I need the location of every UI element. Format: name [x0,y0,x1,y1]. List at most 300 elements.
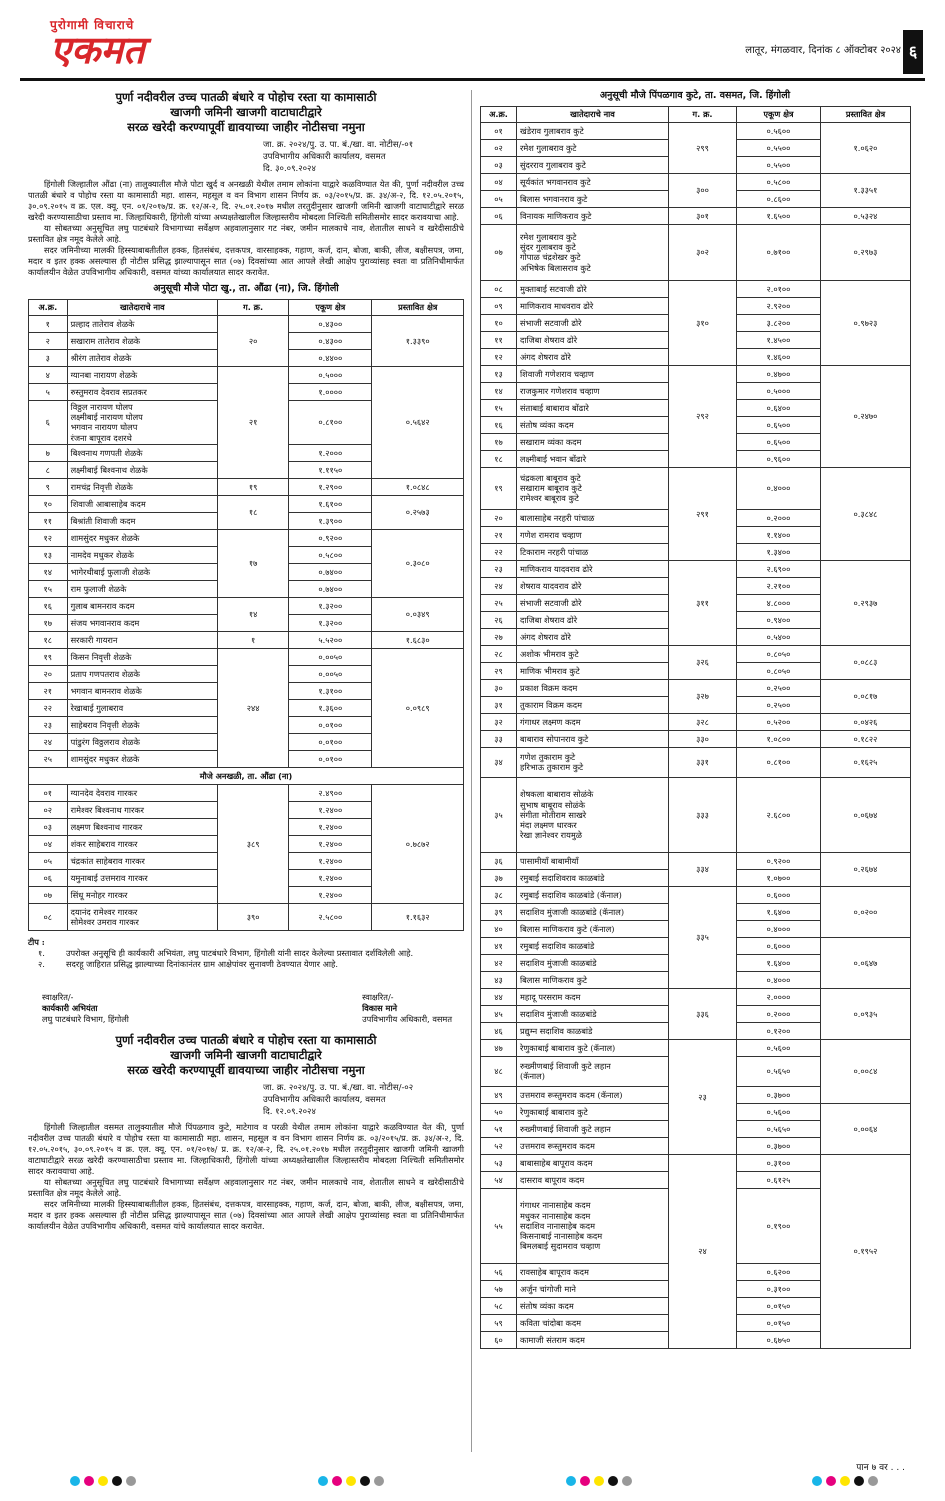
owner-name-cell: रेणुकाबाई बाबाराव कुटे [517,1103,669,1120]
owner-name-cell: बालासाहेब नरहरी पांचाळ [517,509,669,526]
proposed-area-cell: ०.३८४८ [821,467,911,560]
notice1-paragraph: हिंगोली जिल्हातील औंढा (ना) तालुक्यातील मौजे पोटा खुर्द व अनखळी येथील तमाम लोकांना याद्वारे कळविण्यात येत की, पुर्णा नदीवरील उच्च पातळी बंधारे व पोहोच रस्ता या कामासाठी महा. शासन, महसूल व वन विभाग शासन निर्णय क्र. ०३/२०१५/प्र. क्र. ३४/अ-२, दि. १२.०५.२०१५, ३०.०९.२०१५ व क्र. एल. क्यू. एन. ०१/२०१७/प्र. क्र. १२/अ-२, दि. २५.०१.२०१७ मधील तरतुदीनुसार खाजगी जमिनी खाजगी वाटाघाटीद्वारे सरळ खरेदी करण्यासाठीचा प्रस्ताव मा. जिल्हाधिकारी, हिंगोली यांच्या अध्यक्षतेखालील जिल्हास्तरीय मोबदला निश्चिती समितीसमोर सादर करावयाचा आहे. [28,179,464,222]
serial-cell: १० [29,495,68,512]
gat-number-cell: ३११ [669,560,737,645]
serial-cell: १४ [481,382,517,399]
signature-status: स्वाक्षरित/- [362,991,394,1002]
dateline: लातूर, मंगळवार, दिनांक ८ ऑक्टोबर २०२४ [745,45,901,56]
owner-name-cell: किसन निवृत्ती शेळके [67,648,217,665]
table-row [481,207,911,224]
gat-number-cell: २४४ [218,648,289,767]
serial-cell: २५ [481,594,517,611]
owner-name-cell: गुलाब बामनराव कदम [67,597,217,614]
owner-name-cell: संतोष व्यंका कदम [517,416,669,433]
registration-dot-icon [868,1476,878,1486]
owner-name-cell: शेषराव यादवराव ढोरे [517,577,669,594]
total-area-cell: १.२४०० [289,818,372,835]
total-area-cell: ०.६४०० [737,399,821,416]
owner-name-cell: माणिक भीमराव कुटे [517,662,669,679]
total-area-cell: ०.५५०० [737,156,821,173]
owner-name-cell: भगवान बामनराव शेळके [67,682,217,699]
total-area-cell: २.४९०० [289,784,372,801]
owner-name-cell: रुस्तुमराव देवराव सप्रतकर [67,383,217,400]
gat-number-cell: १ [218,631,289,648]
total-area-cell: १.१४०० [737,526,821,543]
notice1-notes [28,937,464,970]
owner-name-cell: पासामीयाँ बाबामीयाँ [517,852,669,869]
serial-cell: ९ [29,478,68,495]
serial-cell: २१ [29,682,68,699]
owner-name-cell: संभाजी सटवाजी ढोरे [517,594,669,611]
serial-cell: ०४ [29,835,68,852]
total-area-cell: ०.५५०० [737,139,821,156]
total-area-cell: १.६४०० [737,954,821,971]
total-area-cell: १.३२०० [289,614,372,631]
proposed-area-cell: ०.२९३७ [821,560,911,645]
proposed-area-cell: ०.७८७२ [372,784,464,903]
gat-number-cell: ३३६ [669,988,737,1039]
total-area-cell: ०.००५० [289,648,372,665]
notice1-ref-line: जा. क्र. २०२४/पु. उ. पा. बं./खा. वा. नोटीस/-०१ [263,140,414,150]
serial-cell: २४ [481,577,517,594]
serial-cell: ०१ [481,122,517,139]
gat-number-cell: ३०० [669,173,737,207]
schedule1-body [29,315,464,930]
owner-name-cell: बिलास माणिकराव कुटे (कॅनाल) [517,920,669,937]
owner-name-cell: उत्तमराव रूस्तुमराव कदम (कॅनाल) [517,1086,669,1103]
total-area-cell: १.०००० [289,383,372,400]
serial-cell: १६ [29,597,68,614]
serial-cell: २६ [481,611,517,628]
table-row [481,173,911,190]
serial-cell: २२ [481,543,517,560]
page-number-badge: ६ [903,30,923,74]
total-area-cell: ०.०१०० [289,733,372,750]
signature-office: उपविभागीय अधिकारी, वसमत [362,1013,452,1024]
total-area-cell: ०.२५०० [737,679,821,696]
proposed-area-cell: ०.०४२६ [821,713,911,730]
notice1-paragraph: या सोबतच्या अनुसूचित लघु पाटबंधारे विभागाच्या सर्वेक्षण अहवालानुसार गट नंबर, जमीन मालकाचे नाव, शेतातील साधने व खरेदीसाठीचे प्रस्तावित क्षेत्र नमूद केलेले आहे. [28,223,464,244]
notice1-paragraph: सदर जमिनीच्या मालकी हिस्स्याबाबतीतील हक्क, हितसंबंध, दत्तकपत्र, वारसाहक्क, गहाण, कर्ज, दान, बोजा, बाकी, लीज, बक्षीसपत्र, जमा, मदार व इतर हक्क असल्यास ही नोटीस प्रसिद्ध झाल्यापासून सात (०७) दिवसांच्या आत आपले लेखी आक्षेप पुराव्यांसह स्वतः वा प्रतिनिधीमार्फत कार्यालयीन वेळेत उपविभागीय अधिकारी, वसमत यांच्या कार्यालयात सादर करावेत. [28,245,464,277]
owner-name-cell: सखाराम व्यंका कदम [517,433,669,450]
serial-cell: २९ [481,662,517,679]
owner-name-cell: सदाशिव मुंजाजी काळबांडे [517,1005,669,1022]
owner-name-cell: बिश्वनाथ गणपती शेळके [67,444,217,461]
serial-cell: ४२ [481,954,517,971]
owner-name-cell: चंद्रकला बाबूराव कुटे सखाराम बाबूराव कुटे रामेश्वर बाबूराव कुटे [517,467,669,509]
owner-name-cell: उत्तमराव रूस्तुमराव कदम [517,1137,669,1154]
serial-cell: १४ [29,563,68,580]
signature-status: स्वाक्षरित/- [42,991,74,1002]
owner-name-cell: सदाशिव मुंजाजी काळबांडे (कॅनाल) [517,903,669,920]
owner-name-cell: शंकर साहेबराव गारकर [67,835,217,852]
serial-cell: ४३ [481,971,517,988]
schedule1-table [28,299,464,931]
gat-number-cell: ३०२ [669,224,737,280]
owner-name-cell: खंडेराव गुलाबराव कुटे [517,122,669,139]
signature-right [362,992,452,1025]
total-area-cell: ०.६२०० [737,1263,821,1280]
owner-name-cell: प्रल्हाद तातेराव शेळके [67,315,217,332]
owner-name-cell: अंगद शेषराव ढोरे [517,348,669,365]
total-area-cell: ०.१९०० [737,1188,821,1263]
proposed-area-cell: ०.०२०० [821,886,911,937]
total-area-cell: ०.९२०० [737,852,821,869]
total-area-cell: १.२४०० [289,835,372,852]
total-area-cell: २.२१०० [737,577,821,594]
registration-dot-icon [346,1476,356,1486]
gat-number-cell: ३१० [669,280,737,365]
note-number: १. [38,947,45,958]
serial-cell: २० [29,665,68,682]
proposed-area-cell: १.०६२० [821,122,911,173]
total-area-cell: २.६८०० [737,777,821,852]
total-area-cell: ०.६००० [737,937,821,954]
proposed-area-cell: ०.००८४ [821,1039,911,1103]
owner-name-cell: अंगद शेषराव ढोरे [517,628,669,645]
gat-number-cell: १९ [218,478,289,495]
total-area-cell: ०.३७०० [737,1137,821,1154]
owner-name-cell: रामेश्वर बिश्वनाथ गारकर [67,801,217,818]
serial-cell: ०८ [29,903,68,930]
serial-cell: २४ [29,733,68,750]
gat-number-cell: २१ [218,366,289,478]
owner-name-cell: माणिकराव यादवराव ढोरे [517,560,669,577]
registration-dot-icon [840,1476,850,1486]
table-row [481,713,911,730]
proposed-area-cell: ०.१६२५ [821,747,911,777]
total-area-cell: १.३९०० [289,512,372,529]
serial-cell: २७ [481,628,517,645]
serial-cell: ३३ [481,730,517,747]
owner-name-cell: विठ्ठल नारायण घोलप लक्ष्मीबाई नारायण घोलप भगवान नारायण घोलप रंजना बापूराव दशरथे [67,400,217,444]
total-area-cell: ०.५६०० [737,122,821,139]
gat-number-cell: १७ [218,529,289,597]
total-area-cell: ०.४००० [737,920,821,937]
gat-number-cell: ३३५ [669,886,737,988]
serial-cell: ५४ [481,1171,517,1188]
serial-cell: ८ [29,461,68,478]
total-area-cell: १.२४०० [289,869,372,886]
total-area-cell: २.५८०० [289,903,372,930]
owner-name-cell: रामचंद्र निवृत्ती शेळके [67,478,217,495]
logo-tagline: पुरोगामी विचाराचे [50,18,135,32]
owner-name-cell: दाजिबा शेषराव ढोरे [517,611,669,628]
registration-dot-icon [332,1476,342,1486]
continued-note: पान ७ वर . . . [856,1463,905,1473]
total-area-cell: ०.९२०० [289,529,372,546]
owner-name-cell: सखाराम तातेराव शेळके [67,332,217,349]
serial-cell: १ [29,315,68,332]
total-area-cell: ०.९४०० [737,611,821,628]
serial-cell: ३५ [481,777,517,852]
serial-cell: ४९ [481,1086,517,1103]
table-row [481,467,911,509]
notice2-paragraph: या सोबतच्या अनुसूचित लघु पाटबंधारे विभागाच्या सर्वेक्षण अहवालानुसार गट नंबर, जमीन मालकाचे नाव, शेतातील साधने व खरेदीसाठीचे प्रस्तावित क्षेत्र नमूद केलेले आहे. [28,1176,464,1198]
table-row [29,597,464,614]
gat-number-cell: ३२६ [669,645,737,679]
total-area-cell: ०.३१०० [737,1154,821,1171]
col-header-gat: ग. क्र. [669,106,737,122]
serial-cell: १५ [481,399,517,416]
total-area-cell: १.०७०० [737,869,821,886]
owner-name-cell: बाबाराव सोपानराव कुटे [517,730,669,747]
gat-number-cell: २९९ [669,122,737,173]
owner-name-cell: शामसुंदर मधुकर शेळके [67,750,217,767]
proposed-area-cell: १.६८३० [372,631,464,648]
total-area-cell: ०.५८०० [289,546,372,563]
owner-name-cell: मुक्ताबाई सटवाजी ढोरे [517,280,669,297]
notice2-paragraph: सदर जमिनीच्या मालकी हिस्स्याबाबतीतील हक्क, हितसंबंध, दत्तकपत्र, वारसाहक्क, गहाण, कर्ज, दान, बोजा, बाकी, लीज, बक्षीसपत्र, जमा, मदार व इतर हक्क असल्यास ही नोटीस प्रसिद्ध झाल्यापासून सात (०७) दिवसांच्या आत आपले लेखी आक्षेप पुराव्यांसह स्वतः वा प्रतिनिधीमार्फत कार्यालयीन वेळेत उपविभागीय अधिकारी, वसमत यांचे कार्यालयात सादर करावेत. [28,1198,464,1231]
total-area-cell: १.३६०० [289,699,372,716]
total-area-cell: १.४५०० [737,331,821,348]
serial-cell: २३ [29,716,68,733]
total-area-cell: ०.०१०० [289,716,372,733]
serial-cell: ३६ [481,852,517,869]
serial-cell: ३० [481,679,517,696]
table-row [29,478,464,495]
serial-cell: ३७ [481,869,517,886]
gat-number-cell: २३ [669,1039,737,1154]
total-area-cell: ०.९६०० [737,450,821,467]
serial-cell: ०६ [29,869,68,886]
gat-number-cell: २९२ [669,365,737,467]
proposed-area-cell: ०.०३४९ [372,597,464,631]
gat-number-cell: १८ [218,495,289,529]
schedule2-table [480,106,911,1349]
proposed-area-cell: ०.२९७३ [821,224,911,280]
total-area-cell: १.३४०० [737,543,821,560]
owner-name-cell: भागेरथीबाई फुलाजी शेळके [67,563,217,580]
owner-name-cell: बिलास माणिकराव कुटे [517,971,669,988]
serial-cell: ३८ [481,886,517,903]
col-header-name: खातेदाराचे नाव [67,299,217,315]
notice1-reference [263,139,464,175]
serial-cell: १२ [29,529,68,546]
right-column [480,90,910,1349]
total-area-cell: ०.५६५० [737,1120,821,1137]
table-row [29,903,464,930]
serial-cell: ६० [481,1331,517,1348]
registration-dot-icon [318,1476,328,1486]
total-area-cell: ०.५८०० [737,173,821,190]
owner-name-cell: दासराव बापूराव कदम [517,1171,669,1188]
notice1-title-line: खाजगी जमिनी खाजगी वाटाघाटीद्वारे [170,105,322,119]
serial-cell: ४१ [481,937,517,954]
total-area-cell: ०.६००० [737,886,821,903]
gat-number-cell: ३२८ [669,713,737,730]
owner-name-cell: गणेश रामराव चव्हाण [517,526,669,543]
col-header-proposed-area: प्रस्तावित क्षेत्र [821,106,911,122]
total-area-cell: १.२४०० [289,886,372,903]
notice1-ref-line: उपविभागीय अधिकारी कार्यालय, वसमत [263,152,386,162]
schedule1-header-row [29,299,464,315]
total-area-cell: १.२००० [289,444,372,461]
total-area-cell: ५.५२०० [289,631,372,648]
registration-dot-icon [566,1476,576,1486]
owner-name-cell: सिंधू मनोहर गारकर [67,886,217,903]
total-area-cell: १.११५० [289,461,372,478]
total-area-cell: ४.८००० [737,594,821,611]
notes-label: टीप : [28,936,45,947]
proposed-area-cell: ०.५६४२ [372,366,464,478]
serial-cell: ५६ [481,1263,517,1280]
table-row [481,560,911,577]
owner-name-cell: प्रद्युम्न सदाशिव काळबांडे [517,1022,669,1039]
owner-name-cell: बाबासाहेब बापूराव कदम [517,1154,669,1171]
owner-name-cell: गणेश तुकाराम कुटे हरिभाऊ तुकाराम कुटे [517,747,669,777]
serial-cell: ०१ [29,784,68,801]
serial-cell: २२ [29,699,68,716]
col-header-gat: ग. क्र. [218,299,289,315]
registration-dot-icon [826,1476,836,1486]
table-row [29,648,464,665]
total-area-cell: ०.४४०० [289,349,372,366]
gat-number-cell: १४ [218,597,289,631]
signature-office: लघु पाटबंधारे विभाग, हिंगोली [42,1013,129,1024]
schedule2-title: अनुसूची मौजे पिंपळगाव कुटे, ता. वसमत, जि. हिंगोली [599,90,791,101]
total-area-cell: ०.१२०० [737,1022,821,1039]
proposed-area-cell: १.०८४८ [372,478,464,495]
total-area-cell: ०.५२०० [737,713,821,730]
owner-name-cell: रमुबाई सदाशिव काळबांडे [517,937,669,954]
serial-cell: ०७ [481,224,517,280]
gat-number-cell: २४ [669,1154,737,1348]
total-area-cell: ०.४३०० [289,315,372,332]
total-area-cell: १.२४०० [289,852,372,869]
proposed-area-cell: ०.०९८९ [372,648,464,767]
notice2-title-line: खाजगी जमिनी खाजगी वाटाघाटीद्वारे [170,1047,322,1062]
owner-name-cell: प्रकाश विक्रम कदम [517,679,669,696]
table-row [481,1039,911,1056]
total-area-cell: २.९२०० [737,297,821,314]
table-row [481,122,911,139]
serial-cell: ५१ [481,1120,517,1137]
proposed-area-cell: १.१६३२ [372,903,464,930]
table-row [481,747,911,777]
serial-cell: ०२ [29,801,68,818]
table-row [29,366,464,383]
serial-cell: ५० [481,1103,517,1120]
owner-name-cell: रावसाहेब बापूराव कदम [517,1263,669,1280]
serial-cell: ०३ [481,156,517,173]
serial-cell: १९ [29,648,68,665]
owner-name-cell: सरकारी गायरान [67,631,217,648]
owner-name-cell: सुंदरराव गुलाबराव कुटे [517,156,669,173]
serial-cell: १० [481,314,517,331]
owner-name-cell: रुख्मीणबाई शिवाजी कुटे लहान [517,1120,669,1137]
owner-name-cell: राजकुमार गणेशराव चव्हाण [517,382,669,399]
serial-cell: १७ [29,614,68,631]
owner-name-cell: रमेश गुलाबराव कुटे सुंदर गुलाबराव कुटे गोपाळ चंद्रशेखर कुटे अभिषेक बिलासराव कुटे [517,224,669,280]
serial-cell: १३ [29,546,68,563]
print-registration-marks [0,1476,945,1490]
proposed-area-cell: १.३३५१ [821,173,911,207]
owner-name-cell: पांडुरंग विठ्ठलराव शेळके [67,733,217,750]
column-divider [471,90,472,1452]
total-area-cell: ०.८०५० [737,662,821,679]
registration-dot-icon [608,1476,618,1486]
table-row [29,529,464,546]
proposed-area-cell: ०.०८८३ [821,645,911,679]
owner-name-cell: ग्यानबा नारायण शेळके [67,366,217,383]
serial-cell: २८ [481,645,517,662]
gat-number-cell: ३३३ [669,777,737,852]
notice2-title-line: पुर्णा नदीवरील उच्च पातळी बंधारे व पोहोच रस्ता या कामासाठी [115,1032,377,1047]
notice1-ref-line: दि. ३०.०९.२०२४ [263,164,316,174]
masthead [0,0,945,82]
serial-cell: ११ [29,512,68,529]
serial-cell: ०५ [481,190,517,207]
owner-name-cell: बिश्रांती शिवाजी कदम [67,512,217,529]
owner-name-cell: प्रताप गणपतराव शेळके [67,665,217,682]
total-area-cell: ०.२००० [737,1005,821,1022]
registration-dot-icon [594,1476,604,1486]
total-area-cell: ०.६५०० [737,416,821,433]
owner-name-cell: राम फुलाजी शेळके [67,580,217,597]
serial-cell: ०७ [29,886,68,903]
total-area-cell: १.६१०० [289,495,372,512]
schedule2-header-row [481,106,911,122]
serial-cell: १६ [481,416,517,433]
total-area-cell: २.६९०० [737,560,821,577]
col-header-serial: अ.क्र. [29,299,68,315]
proposed-area-cell: ०.००६४ [821,1103,911,1154]
proposed-area-cell: ०.२६७४ [821,852,911,886]
total-area-cell: ०.८१०० [737,747,821,777]
gat-number-cell: ३९० [218,903,289,930]
owner-name-cell: संजय भगवानराव कदम [67,614,217,631]
notice2-paragraph: हिंगोली जिल्हातील वसमत तालुक्यातील मौजे पिंपळगाव कुटे, माटेगाव व परळी येथील तमाम लोकांना याद्वारे कळविण्यात येत की, पुर्णा नदीवरील उच्च पातळी बंधारे व पोहोच रस्ता या कामासाठी महा. शासन, महसूल व वन विभाग शासन निर्णय क्र. ०३/२०१५/प्र. क्र. ३४/अ-२, दि. १२.०५.२०१५, ३०.०९.२०१५ व क्र. एल. क्यू. एन. ०१/२०१७/ प्र. क्र. १२/अ-२, दि. २५.०१.२०१७ मधील तरतुदीनुसार खाजगी जमिनी खाजगी वाटाघाटीद्वारे सरळ खरेदी करण्यासाठीचा प्रस्ताव मा. जिल्हाधिकारी, हिंगोली यांच्या अध्यक्षतेखालील जिल्हास्तरीय मोबदला निश्चिती समितीसमोर सादर करावयाचा आहे. [28,1121,464,1176]
proposed-area-cell: ०.५३२४ [821,207,911,224]
proposed-area-cell: ०.०९३५ [821,988,911,1039]
serial-cell: ७ [29,444,68,461]
serial-cell: ४६ [481,1022,517,1039]
table-row [481,777,911,852]
gat-number-cell: ३३० [669,730,737,747]
table-row [481,852,911,869]
table-row [481,730,911,747]
table-row [481,224,911,280]
table-row [29,315,464,332]
table-row [481,988,911,1005]
proposed-area-cell: ०.२४७० [821,365,911,467]
owner-name-cell: सदाशिव मुंजाजी काळबांडे [517,954,669,971]
table-row [29,495,464,512]
table-row [29,631,464,648]
total-area-cell: ०.६५०० [737,433,821,450]
total-area-cell: १.२९०० [289,478,372,495]
total-area-cell: ०.६७५० [737,1331,821,1348]
owner-name-cell: रमुबाई सदाशिवराव काळबांडे [517,869,669,886]
col-header-total-area: एकूण क्षेत्र [289,299,372,315]
total-area-cell: ०.०१०० [289,750,372,767]
serial-cell: ३१ [481,696,517,713]
owner-name-cell: माणिकराव माधवराव ढोरे [517,297,669,314]
registration-dot-icon [812,1476,822,1486]
owner-name-cell: नामदेव मधुकर शेळके [67,546,217,563]
proposed-area-cell: ०.२५७३ [372,495,464,529]
table-row [29,767,464,784]
total-area-cell: ०.८१०० [289,400,372,444]
col-header-proposed-area: प्रस्तावित क्षेत्र [372,299,464,315]
total-area-cell: ०.८०५० [737,645,821,662]
registration-dot-icon [84,1476,94,1486]
serial-cell: १३ [481,365,517,382]
owner-name-cell: अशोक भीमराव कुटे [517,645,669,662]
registration-dot-icon [112,1476,122,1486]
total-area-cell: ०.५६५० [737,1056,821,1086]
